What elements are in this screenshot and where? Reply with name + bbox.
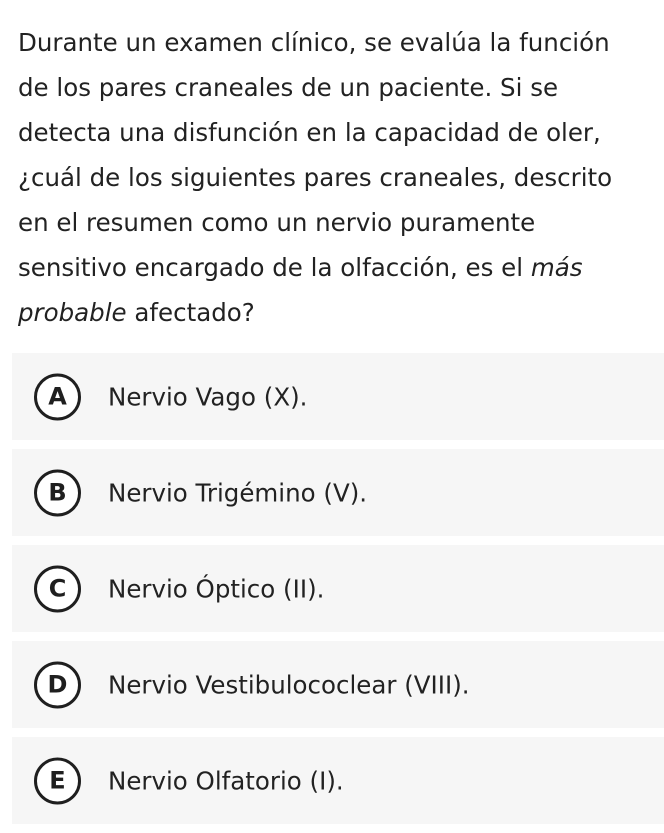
option-c-letter-badge: C — [34, 565, 81, 612]
question-text-part1: Durante un examen clínico, se evalúa la función de los pares craneales de un paciente. Si se detecta una disfunción en la capacidad de oler, ¿cuál de los siguientes pares craneales, descrito en el resumen como un nervio puramente sensitivo encargado de la olfacción, es el — [18, 28, 613, 282]
option-b-letter-badge: B — [34, 469, 81, 516]
question-text — [18, 20, 648, 335]
option-c[interactable] — [12, 545, 664, 632]
option-e[interactable] — [12, 737, 664, 824]
option-d-text: Nervio Vestibulococlear (VIII). — [108, 670, 470, 699]
option-b[interactable] — [12, 449, 664, 536]
question-emphasis-probable: probable — [18, 298, 127, 327]
option-a[interactable] — [12, 353, 664, 440]
option-e-text: Nervio Olfatorio (I). — [108, 766, 344, 795]
option-a-text: Nervio Vago (X). — [108, 382, 308, 411]
option-d[interactable] — [12, 641, 664, 728]
option-e-letter-badge: E — [34, 757, 81, 804]
question-text-part2: afectado? — [126, 298, 255, 327]
option-c-text: Nervio Óptico (II). — [108, 574, 325, 603]
option-d-letter-badge: D — [34, 661, 81, 708]
question-emphasis-mas: más — [530, 253, 583, 282]
option-a-letter-badge: A — [34, 373, 81, 420]
answer-options — [12, 353, 664, 833]
option-b-text: Nervio Trigémino (V). — [108, 478, 368, 507]
